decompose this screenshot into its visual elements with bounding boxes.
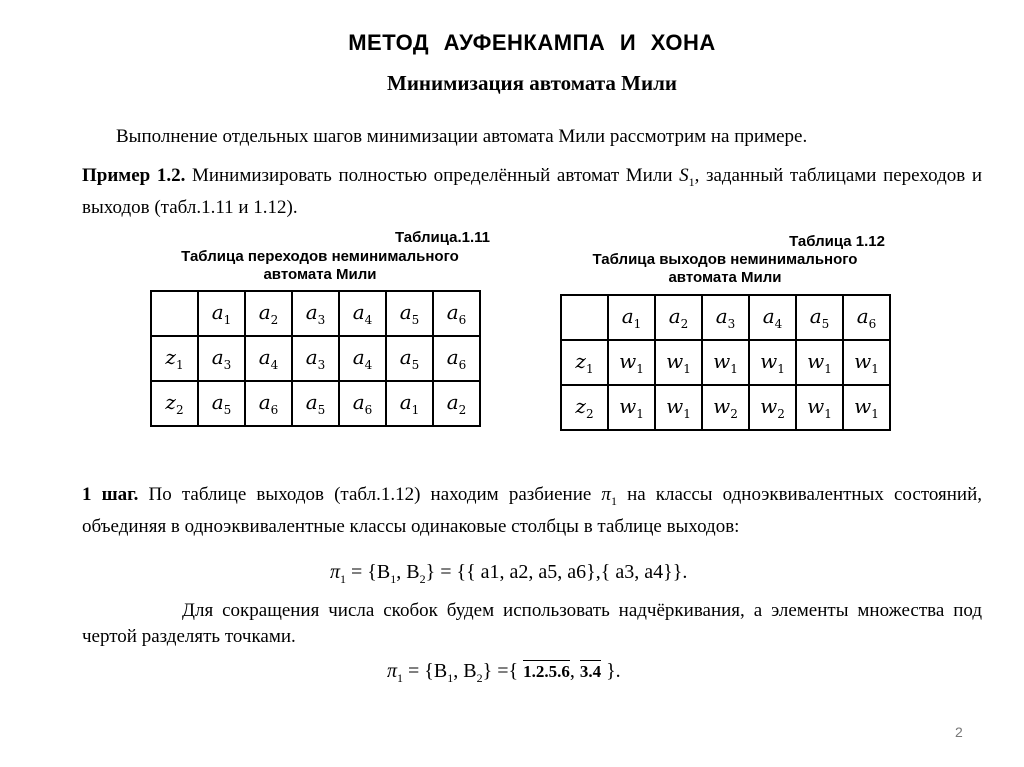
eq1-b2-sub: 2 bbox=[419, 572, 426, 586]
transitions-table bbox=[150, 290, 481, 427]
table-cell: $a_1$ bbox=[198, 291, 245, 336]
table-cell: $a_6$ bbox=[843, 295, 890, 340]
table-cell: $a_3$ bbox=[702, 295, 749, 340]
table2-number: Таблица 1.12 bbox=[789, 233, 885, 250]
table-cell: $w_2$ bbox=[749, 385, 796, 430]
table-cell: $a_2$ bbox=[245, 291, 292, 336]
eq2-class2: 3.4 bbox=[579, 662, 602, 681]
eq2-mid: = {B bbox=[403, 660, 448, 682]
table-cell: $w_1$ bbox=[796, 385, 843, 430]
table-cell: $a_2$ bbox=[655, 295, 702, 340]
example-label: Пример 1.2. bbox=[82, 165, 186, 186]
table-cell: $w_1$ bbox=[608, 385, 655, 430]
table1-caption-line2: автомата Мили bbox=[263, 266, 377, 283]
table-header-row bbox=[561, 295, 890, 340]
table-row bbox=[151, 336, 480, 381]
table-cell: $z_2$ bbox=[561, 385, 608, 430]
page-subtitle: Минимизация автомата Мили bbox=[387, 71, 677, 95]
table-cell: $w_1$ bbox=[749, 340, 796, 385]
partition-equation-2 bbox=[387, 660, 621, 686]
step1-pi-sub: 1 bbox=[610, 493, 617, 508]
table-cell: $a_5$ bbox=[292, 381, 339, 426]
table-cell: $a_6$ bbox=[433, 336, 480, 381]
table2-caption-line1: Таблица выходов неминимального bbox=[592, 251, 858, 268]
table-cell: $a_4$ bbox=[245, 336, 292, 381]
example-text-before: Минимизировать полностью определённый автомат Мили bbox=[185, 165, 680, 186]
example-symbol: S bbox=[679, 165, 689, 186]
table-cell: $a_5$ bbox=[386, 291, 433, 336]
table2-caption-line2: автомата Мили bbox=[668, 269, 782, 286]
table-cell: $w_1$ bbox=[608, 340, 655, 385]
eq1-pi: π bbox=[330, 561, 341, 583]
table-cell bbox=[561, 295, 608, 340]
table-cell: $w_1$ bbox=[655, 340, 702, 385]
table-cell: $z_2$ bbox=[151, 381, 198, 426]
page-number: 2 bbox=[955, 724, 963, 740]
step1-text-after: на классы одноэквивалентных состояний, объединяя в одноэквивалентные классы одинаковые столбцы в таблице выходов: bbox=[82, 484, 983, 537]
step1-paragraph bbox=[82, 482, 982, 540]
note-paragraph bbox=[82, 598, 982, 650]
eq2-pi-sub: 1 bbox=[397, 671, 404, 685]
table-cell: $w_1$ bbox=[655, 385, 702, 430]
table-cell: $a_5$ bbox=[796, 295, 843, 340]
table-cell: $a_2$ bbox=[433, 381, 480, 426]
eq1-b1-sub: 1 bbox=[390, 572, 397, 586]
table-cell: $w_1$ bbox=[702, 340, 749, 385]
table-cell: $a_6$ bbox=[433, 291, 480, 336]
table-cell: $a_3$ bbox=[292, 291, 339, 336]
table-cell: $w_1$ bbox=[843, 385, 890, 430]
table-cell: $a_5$ bbox=[386, 336, 433, 381]
table-row bbox=[561, 340, 890, 385]
note-text: Для сокращения числа скобок будем использовать надчёркивания, а элементы множества под чертой разделять точками. bbox=[82, 600, 982, 647]
table-row bbox=[151, 381, 480, 426]
eq2-pi: π bbox=[387, 660, 398, 682]
eq2-class1: 1.2.5.6 bbox=[523, 662, 570, 681]
table-header-row bbox=[151, 291, 480, 336]
table-cell: $a_6$ bbox=[245, 381, 292, 426]
table1-number: Таблица.1.11 bbox=[394, 229, 490, 246]
eq1-comma: , B bbox=[396, 561, 420, 583]
eq2-end: }. bbox=[601, 660, 621, 682]
eq2-b2-sub: 2 bbox=[476, 671, 483, 685]
table-cell: $a_1$ bbox=[386, 381, 433, 426]
table1-caption-line1: Таблица переходов неминимального bbox=[181, 248, 459, 265]
table-cell: $a_4$ bbox=[749, 295, 796, 340]
step1-label: 1 шаг. bbox=[82, 484, 139, 505]
eq2-comma: , B bbox=[453, 660, 477, 682]
table-row bbox=[561, 385, 890, 430]
table-cell bbox=[151, 291, 198, 336]
intro-paragraph: Выполнение отдельных шагов минимизации автомата Мили рассмотрим на примере. bbox=[116, 126, 808, 147]
table-cell: $z_1$ bbox=[561, 340, 608, 385]
table-cell: $a_3$ bbox=[292, 336, 339, 381]
table-cell: $a_6$ bbox=[339, 381, 386, 426]
table-cell: $w_2$ bbox=[702, 385, 749, 430]
eq1-mid: = {B bbox=[346, 561, 391, 583]
table-cell: $a_4$ bbox=[339, 336, 386, 381]
table-cell: $w_1$ bbox=[796, 340, 843, 385]
table-cell: $a_4$ bbox=[339, 291, 386, 336]
eq2-eq: } ={ bbox=[482, 660, 524, 682]
table-cell: $w_1$ bbox=[843, 340, 890, 385]
table-cell: $a_3$ bbox=[198, 336, 245, 381]
eq1-pi-sub: 1 bbox=[340, 572, 347, 586]
table-cell: $a_5$ bbox=[198, 381, 245, 426]
example-paragraph bbox=[82, 163, 982, 221]
table-cell: $a_1$ bbox=[608, 295, 655, 340]
eq1-rhs: } = {{ a1, a2, a5, a6},{ a3, a4}}. bbox=[425, 561, 688, 583]
step1-pi: π bbox=[601, 484, 611, 505]
table-cell: $z_1$ bbox=[151, 336, 198, 381]
partition-equation-1 bbox=[330, 561, 687, 587]
outputs-table bbox=[560, 294, 891, 431]
example-text-after: , заданный таблицами переходов и выходов (табл.1.11 и 1.12). bbox=[82, 165, 982, 218]
eq2-b1-sub: 1 bbox=[447, 671, 454, 685]
step1-text-before: По таблице выходов (табл.1.12) находим разбиение bbox=[138, 484, 602, 505]
page-title: МЕТОД АУФЕНКАМПА И ХОНА bbox=[348, 30, 716, 55]
eq2-sep: , bbox=[569, 660, 580, 682]
example-symbol-sub: 1 bbox=[688, 174, 695, 189]
